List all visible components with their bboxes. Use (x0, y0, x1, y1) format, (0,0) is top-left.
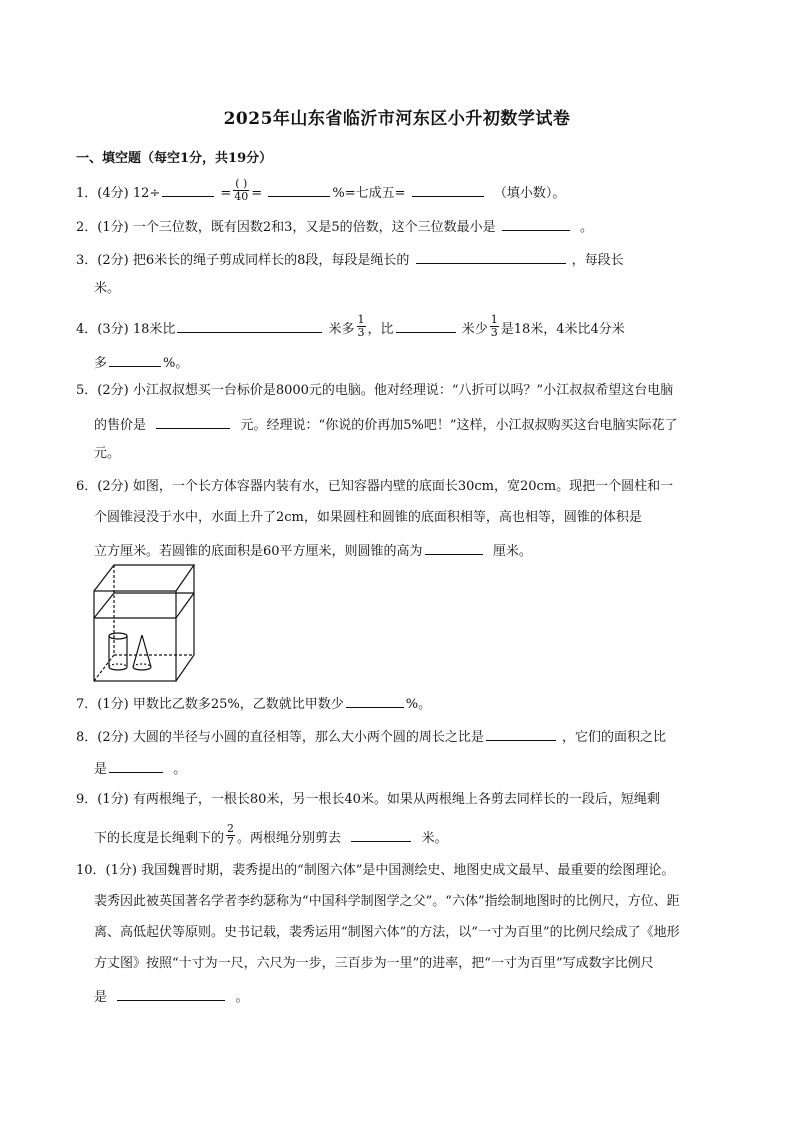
q8-text-c: 是 (94, 762, 108, 777)
q4-text-c: ，比 (367, 322, 394, 337)
q9-text-d: 米。 (421, 831, 448, 846)
question-6 (76, 478, 673, 496)
question-10-cont3 (94, 955, 654, 973)
q6-text-d: 厘米。 (492, 544, 532, 559)
question-4 (76, 313, 625, 342)
answer-blank[interactable] (177, 318, 322, 333)
answer-blank[interactable] (425, 540, 483, 555)
q5-text-a: 5．(2分) 小江叔叔想买一台标价是8000元的电脑。他对经理说：“八折可以吗？”小江叔叔希望这台电脑 (76, 383, 674, 398)
question-3 (76, 249, 624, 270)
q4-text-b: 米多 (328, 322, 355, 337)
question-6-cont (94, 509, 642, 527)
answer-blank[interactable] (109, 758, 163, 773)
q9-text-b: 下的长度是长绳剩下的 (94, 831, 225, 846)
question-10 (76, 862, 674, 880)
q3-text-c: 米。 (94, 281, 121, 296)
q7-text-b: %。 (405, 697, 432, 712)
container-right-face (176, 565, 194, 681)
cuboid-container-figure (92, 563, 196, 685)
q8-text-d: 。 (173, 762, 187, 777)
cone-base-hidden (133, 664, 151, 667)
fraction (226, 823, 235, 848)
question-4-cont (94, 352, 188, 373)
answer-blank[interactable] (412, 182, 484, 197)
q6-text-c: 立方厘米。若圆锥的底面积是60平方厘米，则圆锥的高为 (94, 544, 423, 559)
q1-text-d: %=七成五= (332, 186, 406, 201)
answer-blank[interactable] (156, 414, 230, 429)
q4-text-g: %。 (163, 356, 189, 371)
q1-text-e: （填小数）。 (493, 186, 566, 201)
q4-text-a: 4．(3分) 18米比 (76, 322, 176, 337)
container-front-face (94, 591, 176, 681)
fraction-denominator: 7 (227, 835, 235, 848)
q8-text-b: ，它们的面积之比 (561, 730, 666, 745)
q10-text-b: 裴秀因此被英国著名学者李约瑟称为“中国科学制图学之父”。“六体”指绘制地图时的比例尺，方位、距 (94, 894, 680, 909)
container-top-face (94, 565, 194, 591)
cone-side (133, 635, 142, 667)
q10-text-a: 10．(1分) 我国魏晋时期，裴秀提出的“制图六体”是中国测绘史、地图史成文最早、最重要的绘图理论。 (76, 863, 675, 878)
fraction (490, 314, 499, 339)
answer-blank[interactable] (162, 182, 214, 197)
question-6-cont2 (94, 540, 532, 561)
fraction-numerator: 1 (490, 313, 498, 326)
answer-blank[interactable] (351, 827, 411, 842)
cylinder-top (109, 633, 127, 639)
answer-blank[interactable] (502, 216, 570, 231)
q3-text-a: 3．(2分) 把6米长的绳子剪成同样长的8段，每段是绳长的 (76, 253, 410, 268)
question-1 (76, 177, 566, 206)
q9-text-a: 9．(1分) 有两根绳子，一根长80米，另一根长40米。如果从两根绳上各剪去同样长的一段后，短绳剩 (76, 792, 660, 807)
q1-text-a: 1．(4分) 12÷ (76, 186, 161, 201)
section-heading: 一、填空题（每空1分，共19分） (76, 151, 273, 166)
q10-text-d: 方丈图》按照“十寸为一尺，六尺为一步，三百步为一里”的进率，把“一寸为百里”写成数字比例尺 (94, 956, 654, 971)
question-8-cont (94, 758, 186, 779)
fraction (357, 314, 366, 339)
q5-text-c: 元。经理说：“你说的价再加5%吧！”这样，小江叔叔购买这台电脑实际花了 (240, 418, 678, 433)
answer-blank[interactable] (117, 986, 225, 1001)
question-5-cont (94, 414, 677, 435)
fraction-denominator: 3 (357, 326, 365, 339)
question-9-cont (94, 822, 448, 851)
question-9 (76, 791, 660, 809)
question-10-cont2 (94, 924, 680, 942)
question-10-cont4 (94, 986, 249, 1007)
question-2 (76, 216, 593, 237)
water-surface-side (176, 593, 194, 618)
fraction-numerator: 1 (357, 313, 365, 326)
q10-text-f: 。 (235, 990, 249, 1005)
q4-text-e: 是18米，4米比4分米 (500, 322, 625, 337)
cylinder-bottom (109, 667, 127, 670)
question-8 (76, 726, 666, 747)
q5-text-d: 元。 (94, 446, 121, 461)
q2-text-b: 。 (580, 220, 594, 235)
q10-text-c: 离、高低起伏等原则。史书记载，裴秀运用“制图六体”的方法，以“一寸为百里”的比例尺绘成了《地形 (94, 925, 680, 940)
answer-blank[interactable] (109, 352, 161, 367)
q4-text-f: 多 (94, 356, 108, 371)
fraction-numerator: ( ) (235, 177, 248, 190)
fraction (233, 178, 249, 203)
answer-blank[interactable] (346, 693, 404, 708)
q6-text-b: 个圆锥浸没于水中，水面上升了2cm，如果圆柱和圆锥的底面积相等，高也相等，圆锥的体积是 (94, 510, 642, 525)
answer-blank[interactable] (416, 249, 566, 264)
answer-blank[interactable] (268, 182, 330, 197)
fraction-denominator: 40 (234, 190, 249, 203)
q6-text-a: 6．(2分) 如图，一个长方体容器内装有水，已知容器内壁的底面长30cm，宽20cm。现把一个圆柱和一 (76, 479, 674, 494)
q1-text-b: = (216, 186, 232, 201)
fraction-denominator: 3 (490, 326, 498, 339)
q9-text-c: 。两根绳分别剪去 (237, 831, 342, 846)
question-5 (76, 382, 673, 400)
question-7 (76, 693, 431, 714)
page-title: 2025年山东省临沂市河东区小升初数学试卷 (223, 109, 571, 129)
q1-text-c: = (251, 186, 263, 201)
cone-base (133, 667, 151, 670)
cylinder-bottom-hidden (109, 664, 127, 667)
answer-blank[interactable] (396, 318, 456, 333)
answer-blank[interactable] (486, 726, 556, 741)
question-10-cont (94, 893, 680, 911)
q7-text-a: 7．(1分) 甲数比乙数多25%，乙数就比甲数少 (76, 697, 344, 712)
q10-text-e: 是 (94, 990, 108, 1005)
question-3-cont (94, 280, 120, 298)
q4-text-d: 米少 (461, 322, 488, 337)
q5-text-b: 的售价是 (94, 418, 147, 433)
cone-side (142, 635, 151, 667)
question-5-cont2 (94, 445, 120, 463)
q2-text-a: 2．(1分) 一个三位数，既有因数2和3，又是5的倍数，这个三位数最小是 (76, 220, 496, 235)
fraction-numerator: 2 (227, 822, 235, 835)
q8-text-a: 8．(2分) 大圆的半径与小圆的直径相等，那么大小两个圆的周长之比是 (76, 730, 484, 745)
q3-text-b: ，每段长 (571, 253, 624, 268)
hidden-edge (94, 655, 114, 681)
